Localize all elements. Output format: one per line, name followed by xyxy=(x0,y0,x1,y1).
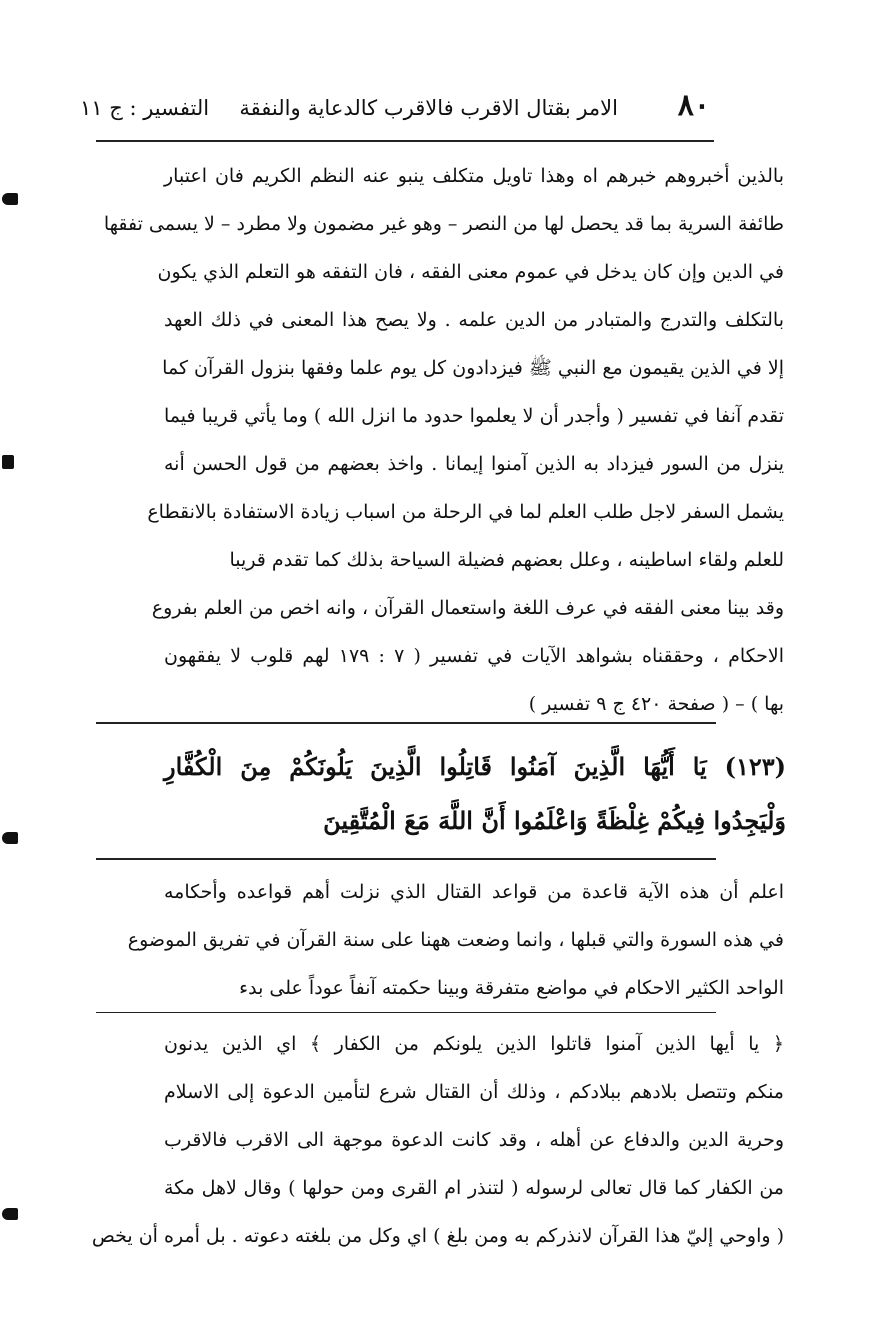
text-line: من الكفار كما قال تعالى لرسوله ( لتنذر ام القرى ومن حولها ) وقال لاهل مكة xyxy=(164,1177,784,1199)
quran-verse xyxy=(164,740,786,848)
text-line: وحرية الدين والدفاع عن أهله ، وقد كانت الدعوة موجهة الى الاقرب فالاقرب xyxy=(164,1129,784,1151)
binding-hole-mark xyxy=(2,193,18,205)
text-line: وقد بينا معنى الفقه في عرف اللغة واستعمال القرآن ، وانه اخص من العلم بفروع xyxy=(151,597,784,619)
text-line: الواحد الكثير الاحكام في مواضع متفرقة وبينا حكمته آنفاً عوداً على بدء xyxy=(239,977,784,999)
binding-hole-mark xyxy=(2,1208,18,1220)
header-book-reference: التفسير : ج ١١ xyxy=(80,96,210,120)
header-rule xyxy=(96,140,714,142)
text-line: تقدم آنفا في تفسير ( وأجدر أن لا يعلموا حدود ما انزل الله ) وما يأتي قريبا فيما xyxy=(164,405,784,427)
text-line: يشمل السفر لاجل طلب العلم لما في الرحلة من اسباب زيادة الاستفادة بالانقطاع xyxy=(147,501,784,523)
text-line: بها ) – ( صفحة ٤٢٠ ج ٩ تفسير ) xyxy=(528,693,784,715)
verse-bottom-rule xyxy=(96,858,716,860)
commentary-paragraph-3 xyxy=(91,1020,784,1260)
header-title: الامر بقتال الاقرب فالاقرب كالدعاية والنفقة xyxy=(239,96,618,120)
section-divider xyxy=(96,1012,716,1013)
text-line: للعلم ولقاء اساطينه ، وعلل بعضهم فضيلة السياحة بذلك كما تقدم قريبا xyxy=(229,549,784,571)
running-header xyxy=(80,88,710,132)
text-line: بالتكلف والتدرج والمتبادر من الدين علمه . ولا يصح هذا المعنى في ذلك العهد xyxy=(164,309,784,331)
binding-hole-mark xyxy=(2,455,14,469)
text-line: في الدين وإن كان يدخل في عموم معنى الفقه ، فان التفقه هو التعلم الذي يكون xyxy=(157,261,784,283)
verse-line: (١٢٣) يَا أَيُّهَا الَّذِينَ آمَنُوا قَاتِلُوا الَّذِينَ يَلُونَكُمْ مِنَ الْكُفَّارِ xyxy=(164,752,786,781)
text-line: بالذين أخبروهم خبرهم اه وهذا تاويل متكلف ينبو عنه النظم الكريم فان اعتبار xyxy=(164,165,784,187)
binding-hole-mark xyxy=(2,832,18,844)
text-line: الاحكام ، وحققناه بشواهد الآيات في تفسير ( ٧ : ١٧٩ لهم قلوب لا يفقهون xyxy=(164,645,784,667)
commentary-paragraph-1 xyxy=(103,152,784,728)
text-line: اعلم أن هذه الآية قاعدة من قواعد القتال الذي نزلت أهم قواعده وأحكامه xyxy=(164,881,784,903)
text-line: ( واوحي إليّ هذا القرآن لانذركم به ومن بلغ ) اي وكل من بلغته دعوته . بل أمره أن يخص xyxy=(91,1225,784,1247)
text-line: ينزل من السور فيزداد به الذين آمنوا إيمانا . واخذ بعضهم من قول الحسن أنه xyxy=(164,453,784,475)
text-line: إلا في الذين يقيمون مع النبي ﷺ فيزدادون كل يوم علما وفقها بنزول القرآن كما xyxy=(162,357,784,379)
commentary-paragraph-2 xyxy=(127,868,784,1012)
text-line: طائفة السرية بما قد يحصل لها من النصر – وهو غير مضمون ولا مطرد – لا يسمى تفقها xyxy=(103,213,784,235)
text-line: ﴿ يا أيها الذين آمنوا قاتلوا الذين يلونكم من الكفار ﴾ اي الذين يدنون xyxy=(164,1033,784,1055)
page-number: ٨٠ xyxy=(677,88,710,123)
verse-top-rule xyxy=(96,722,716,724)
text-line: منكم وتتصل بلادهم ببلادكم ، وذلك أن القتال شرع لتأمين الدعوة إلى الاسلام xyxy=(164,1081,784,1103)
verse-line: وَلْيَجِدُوا فِيكُمْ غِلْظَةً وَاعْلَمُوا أَنَّ اللَّهَ مَعَ الْمُتَّقِينَ xyxy=(323,806,786,835)
text-line: في هذه السورة والتي قبلها ، وانما وضعت ههنا على سنة القرآن في تفريق الموضوع xyxy=(127,929,784,951)
